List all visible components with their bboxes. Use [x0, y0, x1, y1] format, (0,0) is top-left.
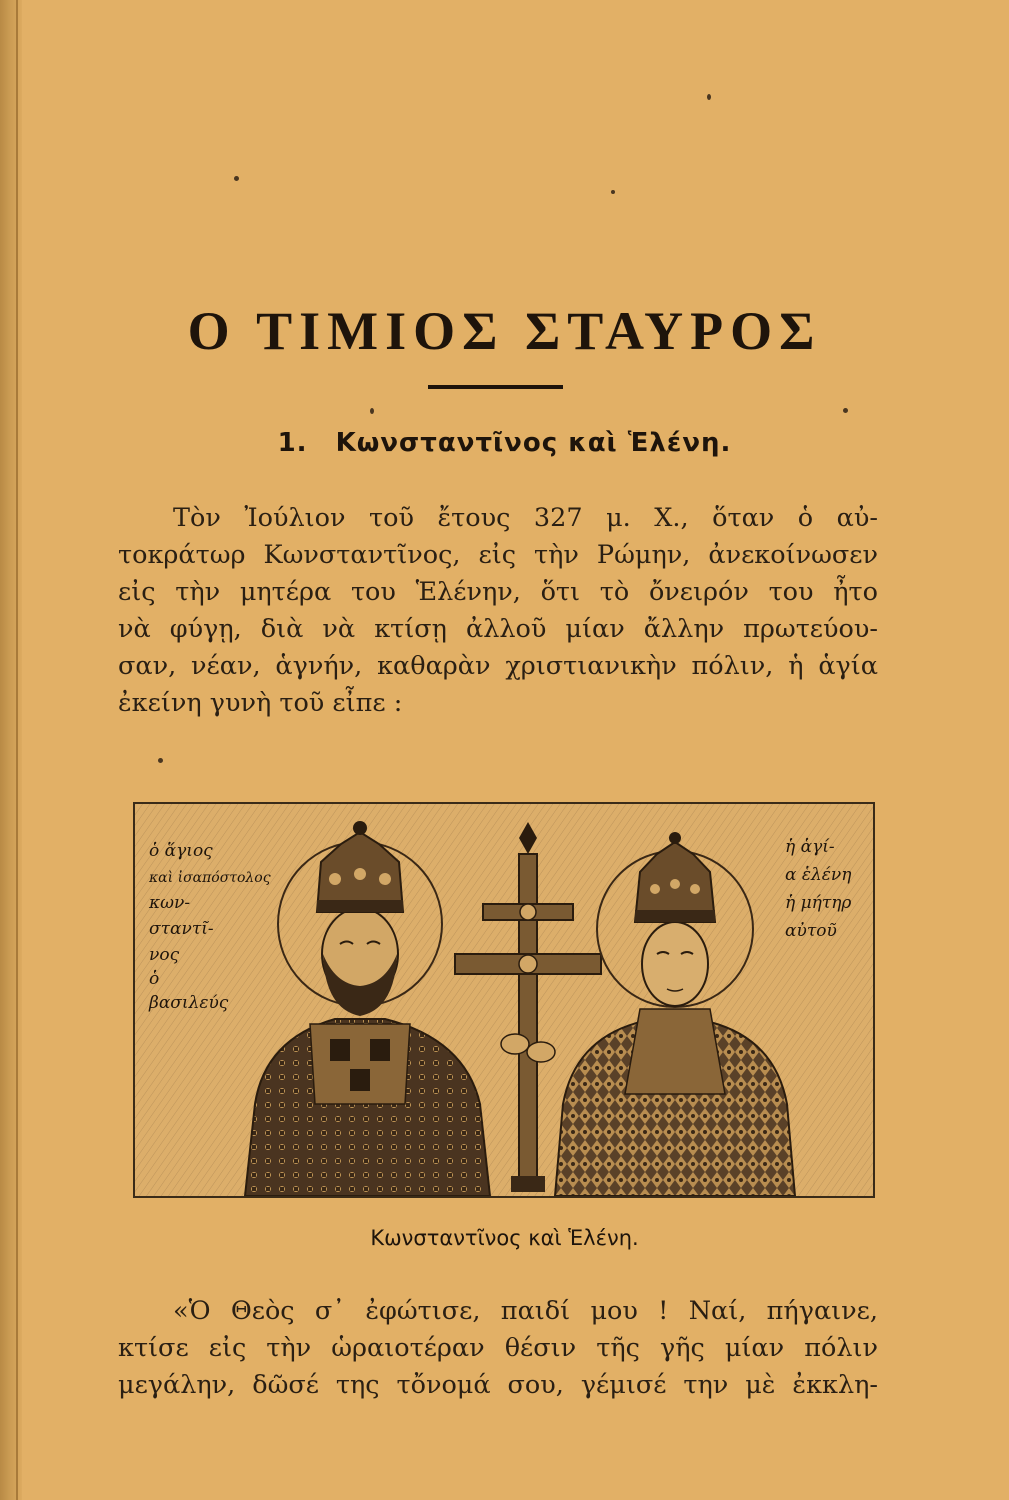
inscription-line: α ἑλένη — [785, 865, 852, 885]
saints-engraving — [135, 804, 873, 1196]
text-line: «Ὁ Θεὸς σ᾽ ἐφώτισε, παιδί μου ! Ναί, πήγαινε, — [173, 1296, 878, 1326]
paper-speck — [158, 758, 163, 763]
text-line: εἰς τὴν μητέρα του Ἑλένην, ὅτι τὸ ὄνειρόν του ἦτο — [118, 577, 878, 607]
section-number: 1. — [277, 428, 308, 458]
paper-speck — [370, 408, 374, 414]
text-line: ἐκείνη γυνὴ τοῦ εἶπε : — [118, 688, 403, 718]
inscription-line: βασιλεύς — [149, 993, 229, 1013]
icon-illustration — [133, 802, 875, 1198]
inscription-line: ὁ ἅγιος — [149, 841, 213, 861]
paper-speck — [234, 176, 239, 181]
text-line: κτίσε εἰς τὴν ὡραιοτέραν θέσιν τῆς γῆς μίαν πόλιν — [118, 1333, 878, 1363]
text-line: νὰ φύγῃ, διὰ νὰ κτίσῃ ἀλλοῦ μίαν ἄλλην πρωτεύου- — [118, 614, 878, 644]
inscription-line: ἡ μήτηρ — [785, 893, 852, 913]
inscription-line: αὐτοῦ — [785, 921, 837, 941]
paper-speck — [707, 94, 711, 100]
figure-caption: Κωνσταντῖνος καὶ Ἑλένη. — [370, 1226, 639, 1250]
page-title: Ο ΤΙΜΙΟΣ ΣΤΑΥΡΟΣ — [187, 301, 822, 361]
inscription-line: ἡ ἁγί- — [785, 837, 835, 857]
inscription-line: ὁ — [149, 969, 160, 989]
text-line: τοκράτωρ Κωνσταντῖνος, εἰς τὴν Ρώμην, ἀνεκοίνωσεν — [118, 540, 878, 570]
text-line: μεγάλην, δῶσέ της τὄνομά σου, γέμισέ την μὲ ἐκκλη- — [118, 1370, 878, 1400]
title-divider — [428, 385, 563, 389]
text-line: σαν, νέαν, ἁγνήν, καθαρὰν χριστιανικὴν πόλιν, ἡ ἁγία — [118, 651, 878, 681]
section-heading — [0, 428, 1009, 458]
section-title: Κωνσταντῖνος καὶ Ἑλένη. — [335, 428, 732, 458]
inscription-line: σταντῖ- — [149, 919, 214, 939]
paper-speck — [843, 408, 848, 413]
paragraph-1 — [118, 500, 878, 722]
inscription-line: νος — [149, 945, 180, 965]
text-line: Τὸν Ἰούλιον τοῦ ἔτους 327 μ. Χ., ὅταν ὁ αὐ- — [173, 503, 878, 533]
inscription-line: κων- — [149, 893, 191, 913]
paper-speck — [611, 190, 615, 194]
paragraph-2 — [118, 1293, 878, 1404]
page-binding-edge — [0, 0, 22, 1500]
inscription-line: καὶ ἰσαπόστολος — [149, 870, 271, 886]
